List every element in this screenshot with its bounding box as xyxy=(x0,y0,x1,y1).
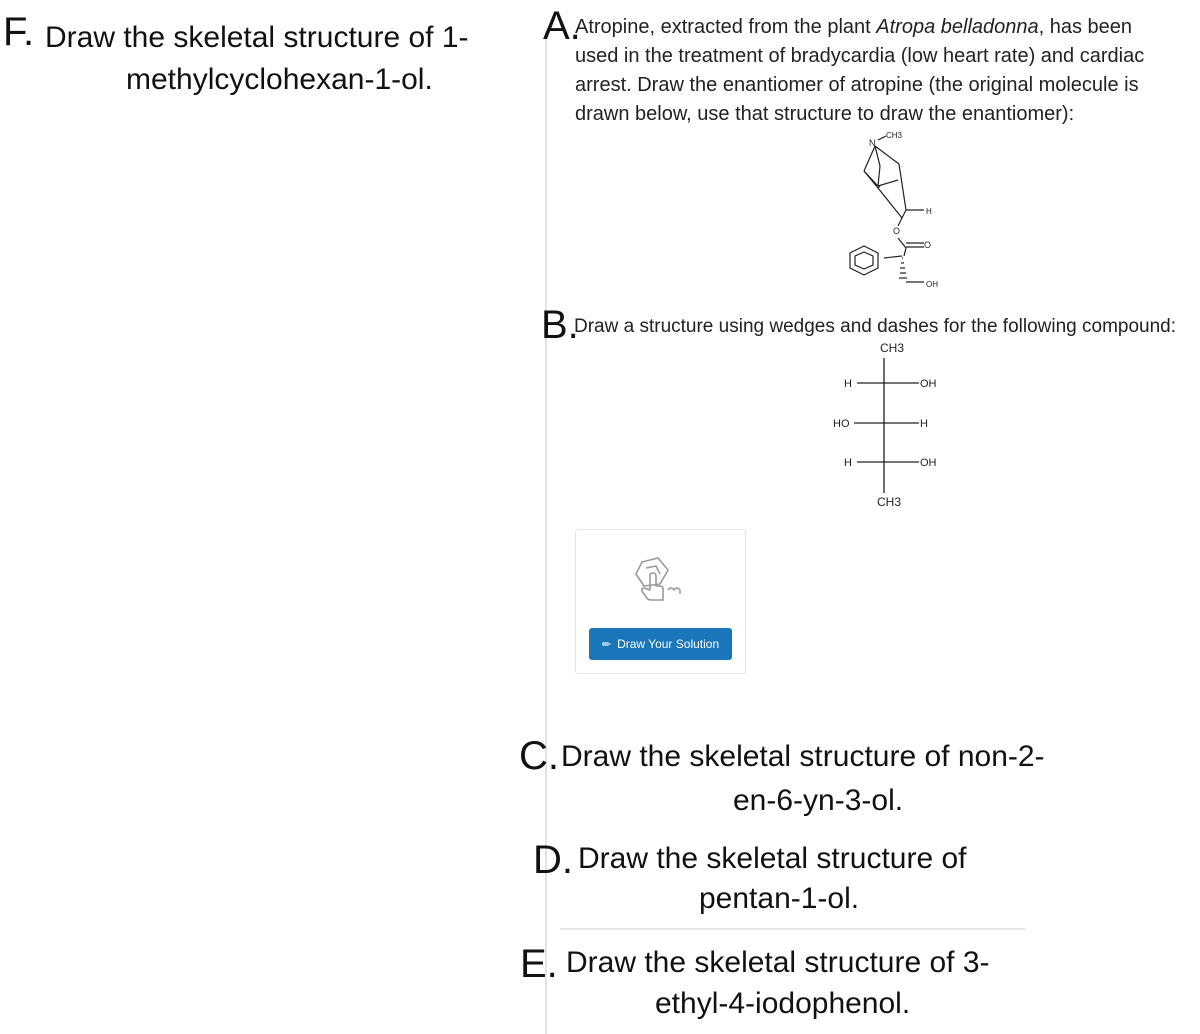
question-d-line2: pentan-1-ol. xyxy=(699,882,860,915)
fischer-row2-left: HO xyxy=(833,418,850,430)
column-divider xyxy=(545,30,547,1034)
fischer-projection xyxy=(820,336,960,516)
question-f-letter: F. xyxy=(3,10,35,54)
fischer-row1-right: OH xyxy=(920,378,937,390)
ch3-label: CH3 xyxy=(886,131,903,140)
plant-name: Atropa belladonna xyxy=(876,16,1039,38)
fischer-row3-right: OH xyxy=(920,457,937,469)
question-f-line1: Draw the skeletal structure of 1- xyxy=(45,21,469,54)
question-e-line1: Draw the skeletal structure of 3- xyxy=(566,946,990,979)
question-e-line2: ethyl-4-iodophenol. xyxy=(655,987,911,1020)
n-atom-label: N xyxy=(869,138,876,148)
draw-button-label: Draw Your Solution xyxy=(617,637,720,651)
question-a-line2: used in the treatment of bradycardia (low heart rate) and cardiac xyxy=(575,45,1145,67)
draw-solution-widget xyxy=(575,529,746,674)
question-a-line3: arrest. Draw the enantiomer of atropine (the original molecule is xyxy=(575,74,1139,96)
fischer-row3-left: H xyxy=(844,457,852,469)
fischer-bottom-label: CH3 xyxy=(877,495,902,509)
question-b-letter: B. xyxy=(541,303,579,347)
h-label: H xyxy=(926,207,932,216)
carbonyl-o-label: O xyxy=(924,240,932,250)
question-c-letter: C. xyxy=(519,734,559,778)
question-d-line1: Draw the skeletal structure of xyxy=(578,842,967,875)
fischer-row1-left: H xyxy=(844,378,852,390)
question-c-line2: en-6-yn-3-ol. xyxy=(733,784,904,817)
fischer-top-label: CH3 xyxy=(880,341,905,355)
pencil-icon: ✏ xyxy=(601,638,612,651)
draw-hand-icon xyxy=(628,556,692,608)
question-f-line2: methylcyclohexan-1-ol. xyxy=(126,63,433,96)
ester-o-label: O xyxy=(893,226,901,236)
section-separator xyxy=(560,928,1025,930)
fischer-row2-right: H xyxy=(920,418,928,430)
oh-label: OH xyxy=(926,280,938,289)
question-a-line1: Atropine, extracted from the plant Atropa belladonna, has been xyxy=(575,16,1133,38)
draw-your-solution-button[interactable] xyxy=(589,628,732,660)
question-e-letter: E. xyxy=(520,942,558,986)
question-d-letter: D. xyxy=(533,838,573,882)
atropine-structure xyxy=(820,126,960,296)
question-c-line1: Draw the skeletal structure of non-2- xyxy=(561,740,1045,773)
question-b-text: Draw a structure using wedges and dashes for the following compound: xyxy=(574,316,1177,337)
question-a-line4: drawn below, use that structure to draw the enantiomer): xyxy=(575,103,1075,125)
question-a-letter: A. xyxy=(543,4,581,48)
